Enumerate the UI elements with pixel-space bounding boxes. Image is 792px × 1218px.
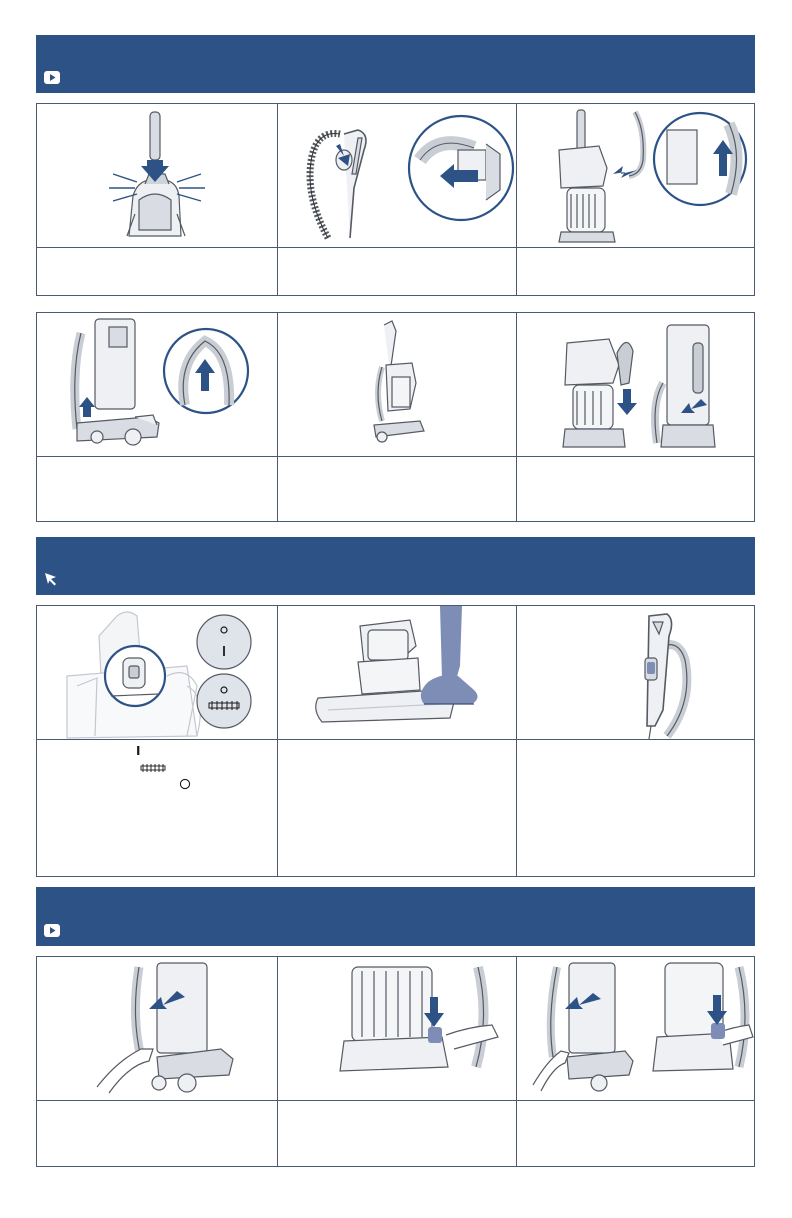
step-3-caption (517, 248, 756, 296)
step-4-caption (37, 457, 277, 522)
recline-illustration (278, 606, 516, 739)
step-3-illustration (517, 104, 756, 247)
step-1-illustration (37, 104, 277, 247)
on-symbol: I (136, 744, 141, 758)
step-6-caption (517, 457, 756, 522)
step-2-illustration (278, 104, 516, 247)
suction-control-caption (517, 740, 756, 877)
steps-panel-1a (36, 103, 755, 296)
section-banner-1 (36, 35, 755, 93)
use-panel (36, 605, 755, 877)
step-4-illustration (37, 313, 277, 456)
brushroll-symbol (140, 763, 166, 773)
steps-panel-1b (36, 312, 755, 522)
step-2-caption (278, 248, 516, 296)
detach-step-1-caption (37, 1101, 277, 1167)
recline-caption (278, 740, 516, 877)
off-symbol (179, 778, 191, 790)
detach-step-3-caption (517, 1101, 756, 1167)
detach-step-3-illustration (517, 957, 756, 1100)
step-1-caption (37, 248, 277, 296)
suction-control-illustration (517, 606, 756, 739)
power-switch-caption (37, 740, 277, 877)
cursor-arrow-icon (44, 572, 58, 586)
step-6-illustration (517, 313, 756, 456)
play-icon[interactable] (44, 924, 60, 937)
play-icon[interactable] (44, 71, 60, 84)
power-switch-illustration (37, 606, 277, 739)
detach-panel (36, 956, 755, 1167)
step-5-caption (278, 457, 516, 522)
detach-step-2-caption (278, 1101, 516, 1167)
detach-step-2-illustration (278, 957, 516, 1100)
section-banner-3 (36, 887, 755, 946)
step-5-illustration (278, 313, 516, 456)
detach-step-1-illustration (37, 957, 277, 1100)
section-banner-2 (36, 537, 755, 595)
